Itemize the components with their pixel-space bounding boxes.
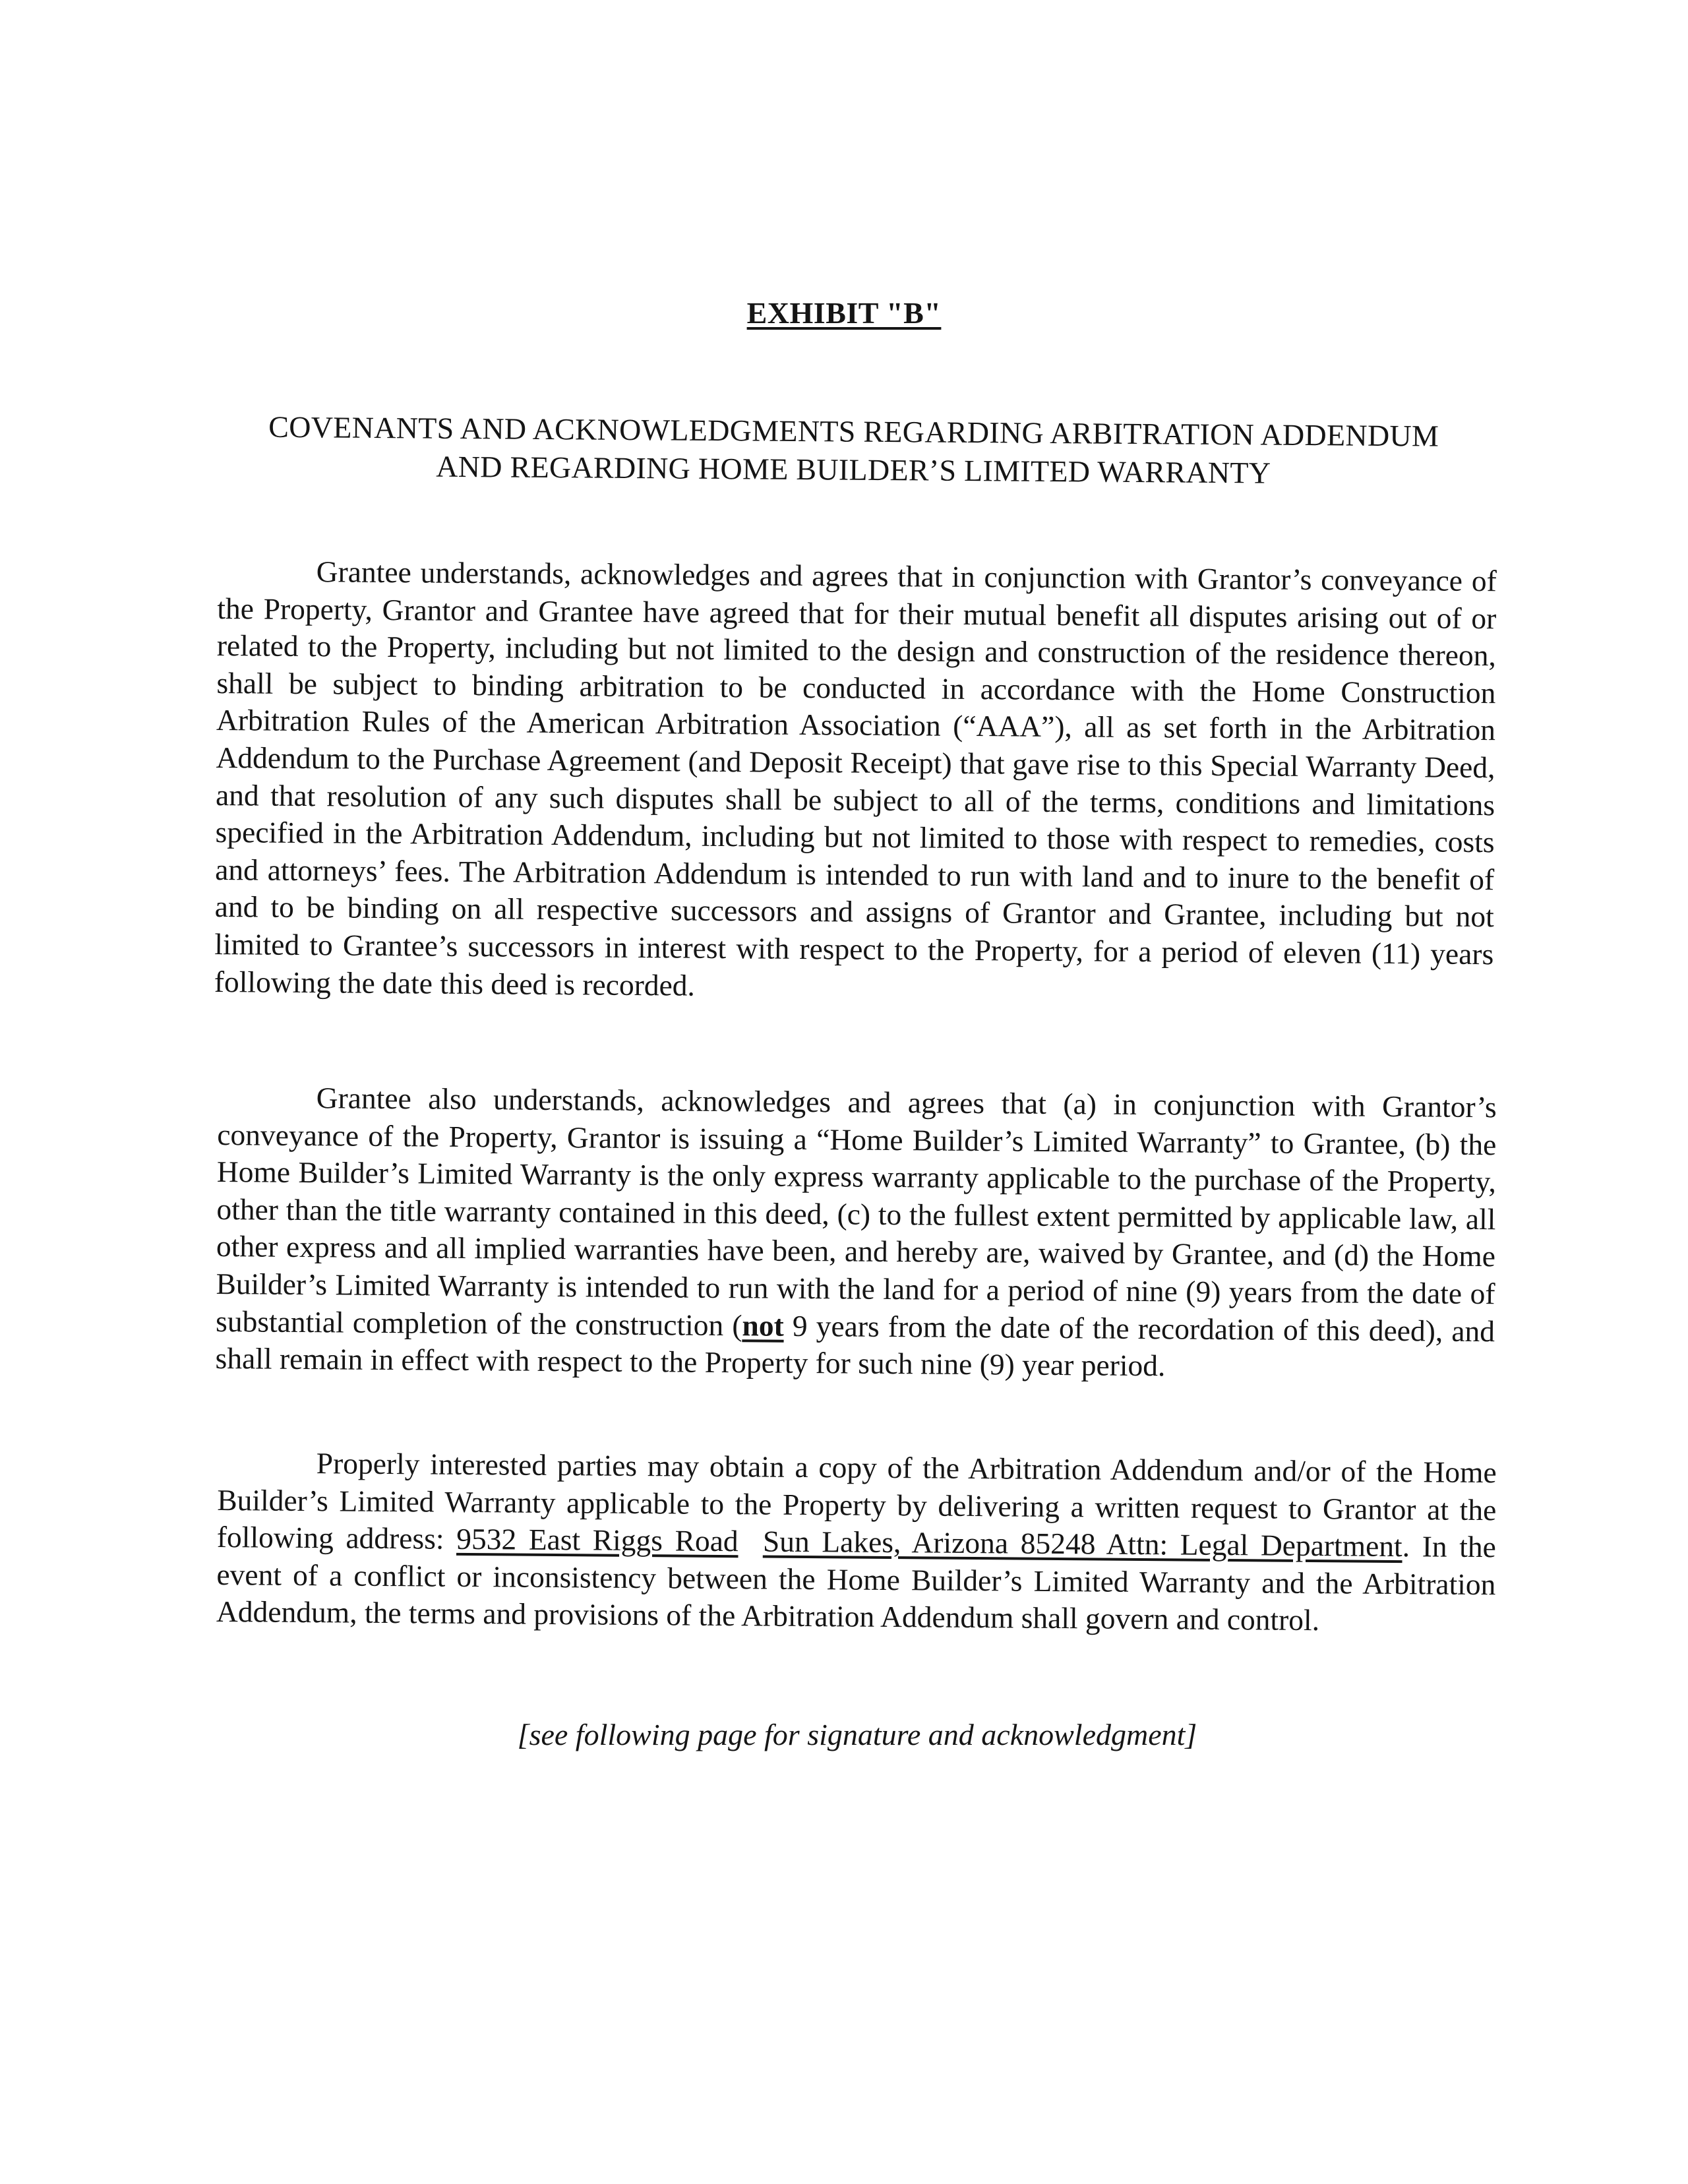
- address-street: 9532 East Riggs Road: [456, 1522, 738, 1558]
- paragraph-2-part-2: 9 years from the date of the recordation of this deed), and shall remain in effect with respect to the Property for such nine (9) year period.: [215, 1308, 1495, 1383]
- heading-line-1: COVENANTS AND ACKNOWLEDGMENTS REGARDING ARBITRATION ADDENDUM: [268, 410, 1439, 453]
- arbitration-paragraph: [214, 553, 1497, 1010]
- address-city-attn: Sun Lakes, Arizona 85248 Attn: Legal Department: [762, 1524, 1402, 1563]
- paragraph-3-part-2: . In the event of a conflict or inconsistency between the Home Builder’s Limited Warranty and the Arbitration Addendum, the terms and provisions of the Arbitration Addendum shall govern and control.: [216, 1529, 1497, 1637]
- paragraph-3-part-1: Properly interested parties may obtain a copy of the Arbitration Addendum and/or of the Home Builder’s Limited Warranty applicable to the Property by delivering a written request to Grantor at the following address:: [216, 1446, 1497, 1556]
- heading-line-2: AND REGARDING HOME BUILDER’S LIMITED WARRANTY: [436, 449, 1271, 490]
- warranty-paragraph: [215, 1079, 1496, 1387]
- emphasis-not: not: [742, 1308, 784, 1343]
- paragraph-3-text: [216, 1444, 1497, 1641]
- signature-page-note: [see following page for signature and acknowledgment]: [517, 1718, 1197, 1751]
- request-copy-paragraph: [216, 1444, 1497, 1641]
- document-heading: [210, 408, 1497, 494]
- exhibit-title: EXHIBIT "B": [746, 296, 942, 330]
- paragraph-2-part-1: Grantee also understands, acknowledges and agrees that (a) in conjunction with Grantor’s conveyance of the Property, Grantor is issuing a “Home Builder’s Limited Warranty” to Grantee, (b) the Home Builder’s Limited Warranty is the only express warranty applicable to the purchase of the Property, other than the title warranty contained in this deed, (c) to the fullest extent permitted by applicable law, all other express and all implied warranties have been, and hereby are, waived by Grantee, and (d) the Home Builder’s Limited Warranty is intended to run with the land for a period of nine (9) years from the date of substantial completion of the construction (: [215, 1081, 1497, 1342]
- paragraph-1-text: Grantee understands, acknowledges and agrees that in conjunction with Grantor’s conveyance of the Property, Grantor and Grantee have agreed that for their mutual benefit all disputes arising out of or related to the Property, including but not limited to the design and construction of the residence thereon, shall be subject to binding arbitration to be conducted in accordance with the Home Construction Arbitration Rules of the American Arbitration Association (“AAA”), all as set forth in the Arbitration Addendum to the Purchase Agreement (and Deposit Receipt) that gave rise to this Special Warranty Deed, and that resolution of any such disputes shall be subject to all of the terms, conditions and limitations specified in the Arbitration Addendum, including but not limited to those with respect to remedies, costs and attorneys’ fees. The Arbitration Addendum is intended to run with land and to inure to the benefit of and to be binding on all respective successors and assigns of Grantor and Grantee, including but not limited to Grantee’s successors in interest with respect to the Property, for a period of eleven (11) years following the date this deed is recorded.: [214, 555, 1497, 1002]
- paragraph-2-text: [215, 1079, 1496, 1387]
